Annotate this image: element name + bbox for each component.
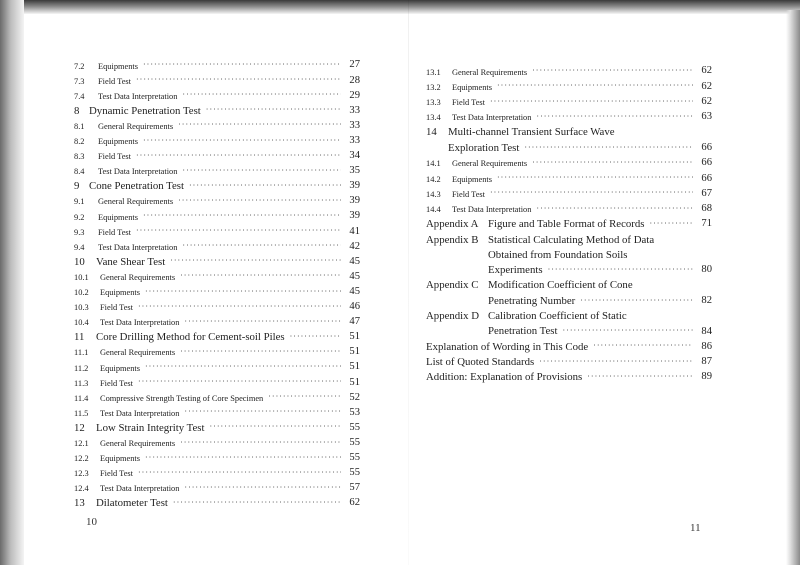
toc-leader-dots [143, 61, 341, 69]
toc-leader-dots [180, 272, 341, 280]
toc-entry-title: Equipments [100, 288, 141, 298]
toc-entry [426, 139, 712, 154]
toc-entry [426, 261, 712, 276]
toc-entry-title: Core Drilling Method for Cement-soil Piles [96, 331, 285, 343]
toc-entry-title: Equipments [100, 454, 141, 464]
toc-entry-title: Equipments [98, 137, 139, 147]
toc-entry-page: 39 [349, 210, 360, 222]
toc-entry [74, 267, 360, 282]
toc-entry-title: Figure and Table Format of Records [488, 218, 645, 231]
toc-leader-dots [136, 76, 341, 84]
toc-entry-title: Compressive Strength Testing of Core Specimen [100, 393, 264, 403]
toc-leader-dots [182, 242, 341, 250]
toc-entry [74, 162, 360, 177]
toc-entry [74, 298, 360, 313]
toc-leader-dots [143, 212, 341, 220]
toc-entry-page: 62 [349, 497, 360, 509]
toc-entry [426, 322, 712, 337]
toc-entry [74, 147, 360, 162]
scan-edge-left [0, 0, 24, 565]
toc-entry-number: 12.2 [74, 454, 89, 464]
toc-entry-page: 39 [349, 195, 360, 207]
toc-leader-dots [138, 378, 341, 386]
toc-entry [426, 292, 712, 307]
toc-entry [74, 388, 360, 403]
toc-leader-dots [145, 288, 341, 296]
toc-entry-number: 9.2 [74, 212, 85, 222]
toc-leader-dots [206, 106, 341, 114]
toc-entry-page: 51 [349, 361, 360, 373]
toc-entry-title: Equipments [98, 212, 139, 222]
toc-entry [426, 246, 712, 261]
toc-leader-dots [138, 469, 341, 477]
scan-edge-right [786, 10, 800, 565]
toc-entry [426, 184, 712, 199]
toc-entry-title: Multi-channel Transient Surface Wave [448, 126, 615, 139]
toc-leader-dots [178, 197, 341, 205]
toc-leader-dots [548, 266, 693, 274]
toc-leader-dots [178, 121, 341, 129]
toc-entry-page: 46 [349, 301, 360, 312]
toc-entry-page: 80 [701, 264, 712, 276]
toc-leader-dots [143, 137, 341, 145]
toc-leader-dots [138, 303, 341, 311]
toc-entry-number: 10.1 [74, 272, 89, 282]
toc-leader-dots [490, 189, 693, 197]
toc-entry-title: Field Test [100, 303, 133, 313]
toc-entry [74, 237, 360, 252]
toc-entry-page: 45 [349, 255, 360, 267]
toc-entry-page: 87 [701, 356, 712, 368]
toc-entry-number: 11 [74, 331, 85, 343]
toc-entry-title: Explanation of Wording in This Code [426, 340, 589, 353]
toc-entry-number: 7.3 [74, 76, 85, 86]
toc-entry-number: 10 [74, 255, 85, 268]
toc-entry-page: 33 [349, 104, 360, 116]
toc-leader-dots [497, 174, 693, 182]
toc-entry-number: 14.2 [426, 174, 441, 184]
toc-entry-title: General Requirements [100, 348, 176, 358]
toc-entry-page: 66 [701, 141, 712, 153]
toc-entry-title: Equipments [100, 363, 141, 373]
toc-entry [74, 328, 360, 343]
toc-entry-page: 33 [349, 119, 360, 131]
toc-leader-dots [184, 484, 341, 492]
toc-entry-number: 11.5 [74, 408, 89, 418]
toc-entry-page: 51 [349, 346, 360, 358]
page-number-left: 10 [86, 516, 97, 528]
toc-entry-page: 29 [349, 89, 360, 101]
toc-leader-dots [536, 205, 693, 213]
toc-entry-title: General Requirements [98, 121, 174, 131]
toc-leader-dots [539, 358, 693, 366]
toc-entry-title: Field Test [98, 152, 131, 162]
toc-entry [74, 132, 360, 147]
toc-entry-title: List of Quoted Standards [426, 355, 535, 368]
toc-entry-title: Field Test [98, 76, 131, 86]
toc-leader-dots [182, 167, 341, 175]
toc-entry-number: Appendix B [426, 233, 479, 246]
toc-entry-number: 12.4 [74, 484, 89, 494]
toc-entry-number: 14 [426, 126, 437, 139]
toc-entry-title: Test Data Interpretation [100, 318, 180, 328]
toc-leader-dots [649, 220, 693, 228]
toc-entry-page: 66 [701, 172, 712, 184]
toc-entry [74, 283, 360, 298]
toc-entry-page: 39 [349, 180, 360, 192]
toc-entry-page: 42 [349, 240, 360, 252]
toc-entry-number: Appendix D [426, 310, 480, 322]
toc-entry-title: Field Test [452, 98, 485, 108]
toc-entry-page: 55 [349, 467, 360, 479]
toc-entry-page: 68 [701, 203, 712, 215]
toc-leader-dots [182, 91, 341, 99]
toc-leader-dots [593, 342, 693, 350]
toc-leader-dots [136, 152, 341, 160]
toc-entry-number: 9.1 [74, 197, 85, 207]
toc-leader-dots [145, 363, 341, 371]
book-gutter [408, 0, 409, 565]
toc-entry-number: 9 [74, 180, 80, 192]
toc-entry [74, 116, 360, 131]
toc-leader-dots [524, 144, 693, 152]
toc-entry-page: 45 [349, 270, 360, 282]
toc-entry-title: Experiments [488, 264, 543, 277]
toc-entry-number: 13.2 [426, 82, 441, 92]
toc-leader-dots [184, 318, 341, 326]
toc-leader-dots [180, 439, 341, 447]
toc-entry-number: 11.2 [74, 363, 89, 373]
toc-entry [74, 252, 360, 267]
toc-entry-number: 7.2 [74, 61, 85, 71]
toc-leader-dots [563, 327, 693, 335]
toc-entry-number: 14.4 [426, 205, 441, 215]
toc-entry-number: 10.4 [74, 318, 89, 328]
toc-entry [74, 222, 360, 237]
toc-entry-title: Exploration Test [448, 141, 520, 154]
toc-entry [74, 86, 360, 101]
toc-entry [426, 353, 712, 368]
toc-entry-title: Test Data Interpretation [98, 91, 178, 101]
toc-entry-page: 47 [349, 316, 360, 328]
toc-entry [74, 358, 360, 373]
toc-entry [74, 418, 360, 433]
toc-entry-title: Field Test [100, 469, 133, 479]
toc-entry [74, 434, 360, 449]
toc-leader-dots [180, 348, 341, 356]
toc-leader-dots [536, 113, 693, 121]
toc-entry [426, 93, 712, 108]
toc-entry-page: 27 [349, 59, 360, 71]
scan-edge-top [0, 0, 800, 14]
toc-entry-number: 9.4 [74, 242, 85, 252]
toc-entry-page: 82 [701, 294, 712, 306]
toc-entry [426, 230, 712, 245]
toc-entry-title: Penetration Test [488, 325, 558, 338]
toc-entry [426, 77, 712, 92]
toc-entry [74, 494, 360, 509]
toc-entry-number: 11.3 [74, 378, 89, 388]
toc-entry-number: 8.4 [74, 167, 85, 177]
toc-entry-page: 55 [349, 436, 360, 448]
toc-entry [74, 56, 360, 71]
toc-entry-title: Test Data Interpretation [98, 242, 178, 252]
toc-entry-title: General Requirements [100, 439, 176, 449]
toc-entry-page: 71 [701, 218, 712, 230]
toc-leader-dots [184, 408, 341, 416]
toc-entry-title: Cone Penetration Test [89, 180, 184, 192]
toc-entry-title: Field Test [100, 378, 133, 388]
toc-leader-dots [268, 393, 341, 401]
toc-entry-title: General Requirements [452, 159, 528, 169]
toc-entry-page: 62 [701, 65, 712, 77]
toc-leader-dots [587, 373, 693, 381]
toc-entry-number: 8.3 [74, 152, 85, 162]
toc-entry [74, 464, 360, 479]
toc-entry-title: Test Data Interpretation [98, 167, 178, 177]
toc-entry-page: 51 [349, 331, 360, 343]
toc-entry [426, 200, 712, 215]
toc-entry-number: 13.3 [426, 98, 441, 108]
toc-entry-number: 11.4 [74, 393, 89, 403]
toc-entry-title: Equipments [98, 61, 139, 71]
toc-entry-page: 34 [349, 150, 360, 161]
toc-leader-dots [532, 159, 693, 167]
toc-entry-number: Appendix A [426, 218, 479, 231]
toc-entry-number: 14.3 [426, 189, 441, 199]
page-number-right: 11 [690, 522, 701, 534]
toc-entry-page: 62 [701, 96, 712, 107]
toc-entry-number: 10.2 [74, 288, 89, 298]
toc-entry-title: Field Test [452, 189, 485, 199]
toc-entry-page: 33 [349, 134, 360, 146]
toc-entry-title: Modification Coefficient of Cone [488, 279, 633, 292]
toc-entry-title: Obtained from Foundation Soils [488, 248, 628, 261]
toc-entry [426, 154, 712, 169]
toc-leader-dots [173, 499, 341, 507]
toc-entry [74, 101, 360, 116]
toc-entry-title: Penetrating Number [488, 294, 576, 307]
toc-entry-number: 12 [74, 421, 85, 434]
toc-leader-dots [497, 82, 693, 90]
toc-entry-title: Vane Shear Test [96, 255, 166, 268]
toc-entry [426, 108, 712, 123]
toc-entry-title: Statistical Calculating Method of Data [488, 233, 655, 246]
toc-entry [426, 368, 712, 383]
toc-leader-dots [170, 257, 341, 265]
toc-entry-title: General Requirements [100, 272, 176, 282]
toc-entry [74, 71, 360, 86]
toc-entry-number: 12.3 [74, 469, 89, 479]
toc-entry-page: 62 [701, 80, 712, 92]
toc-leader-dots [532, 67, 693, 75]
toc-entry-number: 8.1 [74, 121, 85, 131]
toc-entry [426, 276, 712, 291]
toc-entry-page: 41 [349, 225, 360, 237]
toc-entry-page: 67 [701, 187, 712, 199]
toc-entry-number: 13.4 [426, 113, 441, 123]
toc-entry [74, 403, 360, 418]
toc-entry-title: Dilatometer Test [96, 497, 168, 510]
toc-entry-title: Low Strain Integrity Test [96, 421, 205, 434]
toc-entry [426, 307, 712, 322]
toc-entry-page: 84 [701, 325, 712, 337]
toc-entry-title: Test Data Interpretation [100, 484, 180, 494]
toc-entry-title: General Requirements [98, 197, 174, 207]
toc-entry [426, 215, 712, 230]
toc-entry-page: 86 [701, 340, 712, 352]
toc-entry-number: 7.4 [74, 91, 85, 101]
toc-entry-page: 66 [701, 157, 712, 169]
toc-entry-number: 11.1 [74, 348, 89, 358]
toc-entry-number: 13.1 [426, 67, 441, 77]
toc-entry-page: 52 [349, 391, 360, 403]
toc-entry-number: 8.2 [74, 137, 85, 147]
toc-entry-page: 51 [349, 376, 360, 388]
toc-entry-title: Test Data Interpretation [452, 113, 532, 123]
toc-entry-number: 10.3 [74, 303, 89, 313]
toc-entry-page: 55 [349, 421, 360, 433]
toc-entry-number: 12.1 [74, 439, 89, 449]
toc-entry-page: 28 [349, 74, 360, 86]
toc-entry [74, 192, 360, 207]
toc-entry-title: Test Data Interpretation [100, 408, 180, 418]
toc-entry-page: 57 [349, 482, 360, 494]
toc-entry-number: Appendix C [426, 279, 479, 292]
toc-entry-title: Equipments [452, 174, 493, 184]
toc-entry-title: Field Test [98, 227, 131, 237]
toc-leader-dots [290, 333, 341, 341]
toc-leader-dots [210, 423, 342, 431]
toc-entry-page: 45 [349, 285, 360, 297]
toc-entry-page: 53 [349, 406, 360, 418]
toc-entry-number: 14.1 [426, 159, 441, 169]
toc-entry-title: Test Data Interpretation [452, 205, 532, 215]
toc-entry [426, 169, 712, 184]
toc-leader-dots [580, 297, 693, 305]
toc-entry-title: Dynamic Penetration Test [89, 104, 201, 117]
toc-entry [74, 207, 360, 222]
toc-entry-page: 89 [701, 371, 712, 383]
toc-entry [74, 479, 360, 494]
toc-entry-page: 63 [701, 111, 712, 123]
toc-leader-dots [490, 98, 693, 106]
toc-entry [74, 343, 360, 358]
toc-entry-title: General Requirements [452, 67, 528, 77]
toc-entry [74, 449, 360, 464]
toc-entry-title: Equipments [452, 82, 493, 92]
toc-entry-title: Calibration Coefficient of Static [488, 310, 627, 322]
toc-entry [426, 123, 712, 138]
toc-entry-number: 13 [74, 497, 85, 510]
toc-entry-page: 55 [349, 452, 360, 463]
toc-entry [74, 313, 360, 328]
toc-entry [426, 337, 712, 352]
toc-entry-number: 8 [74, 104, 80, 117]
toc-entry-page: 35 [349, 165, 360, 177]
toc-entry [426, 62, 712, 77]
toc-leader-dots [136, 227, 341, 235]
toc-entry [74, 177, 360, 192]
toc-entry-title: Addition: Explanation of Provisions [426, 371, 583, 384]
toc-leader-dots [145, 454, 341, 462]
toc-leader-dots [189, 182, 341, 190]
toc-entry-number: 9.3 [74, 227, 85, 237]
toc-entry [74, 373, 360, 388]
